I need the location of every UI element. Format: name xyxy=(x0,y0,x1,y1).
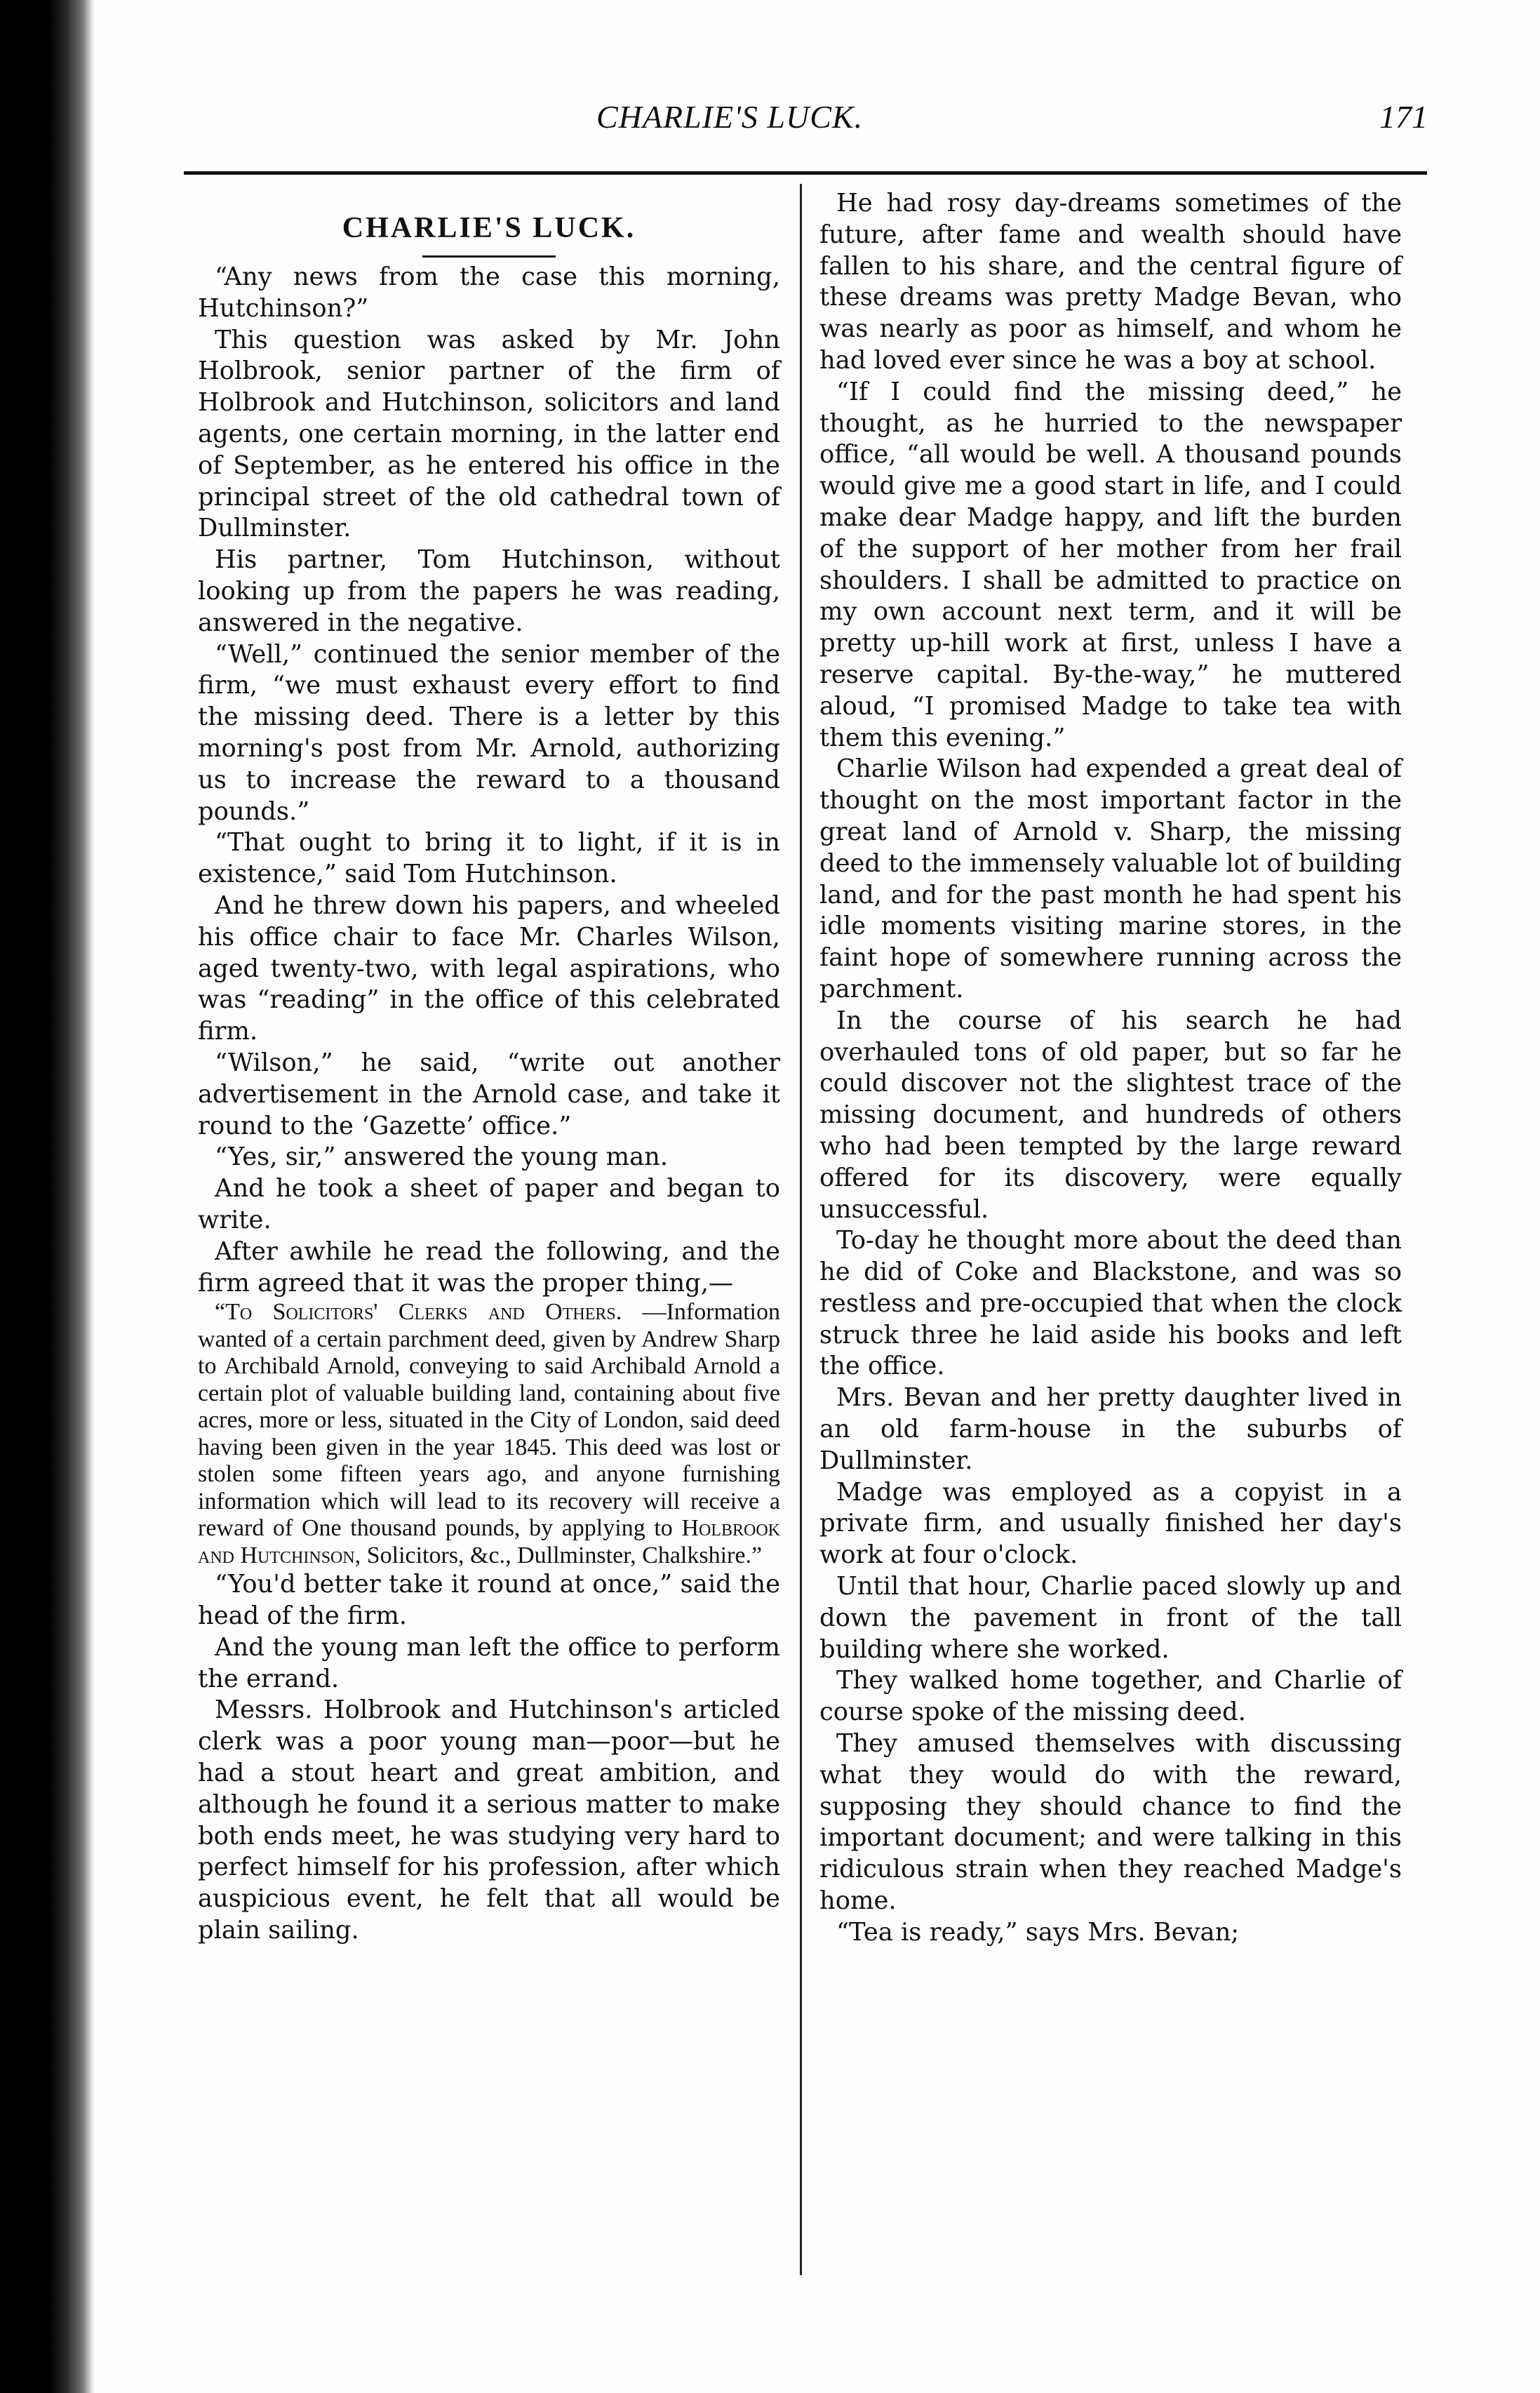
left-column xyxy=(198,188,780,1947)
story-title: CHARLIE'S LUCK. xyxy=(342,212,636,244)
paragraph: “Well,” continued the senior member of the firm, “we must exhaust every effort to find the missing deed. There is a letter by this morning's post from Mr. Arnold, authorizing us to increase the reward to a thousand pounds.” xyxy=(198,639,780,826)
paragraph: After awhile he read the following, and the firm agreed that it was the proper thing,— xyxy=(198,1237,780,1298)
advertisement-firm-name: Holbrook and Hutchinson, xyxy=(198,1515,781,1568)
header-rule xyxy=(184,171,1427,175)
page-number: 171 xyxy=(1379,99,1428,135)
paragraph: They amused themselves with discussing what they would do with the reward, supposing they should chance to find the important document; and were talking in this ridiculous strain when they reached Madge's home. xyxy=(819,1729,1402,1916)
title-rule xyxy=(422,255,556,258)
paragraph: And the young man left the office to perform the errand. xyxy=(198,1632,780,1693)
paragraph: To-day he thought more about the deed than he did of Coke and Blackstone, and was so restless and pre-occupied that when the clock struck three he laid aside his books and left the office. xyxy=(819,1226,1402,1381)
paragraph: “Yes, sir,” answered the young man. xyxy=(215,1142,669,1172)
paragraph: “Any news from the case this morning, Hutchinson?” xyxy=(198,262,780,323)
advertisement-text xyxy=(198,1299,780,1569)
paragraph: “Wilson,” he said, “write out another advertisement in the Arnold case, and take it round to the ‘Gazette’ office.” xyxy=(198,1048,780,1140)
paragraph: And he threw down his papers, and wheeled his office chair to face Mr. Charles Wilson, aged twenty-two, with legal aspirations, who was “reading” in the office of this celebrated firm. xyxy=(198,891,780,1046)
running-title: CHARLIE'S LUCK. xyxy=(596,99,864,135)
paragraph: He had rosy day-dreams sometimes of the future, after fame and wealth should have fallen to his share, and the central figure of these dreams was pretty Madge Bevan, who was nearly as poor as himself, and whom he had loved ever since he was a boy at school. xyxy=(819,189,1402,375)
running-header xyxy=(182,98,1428,154)
right-column xyxy=(819,188,1402,1949)
paragraph: Charlie Wilson had expended a great deal of thought on the most important factor in the great land of Arnold v. Sharp, the missing deed to the immensely valuable lot of building land, and for the past month he had spent his idle moments visiting marine stores, in the faint hope of somewhere running across the parchment. xyxy=(819,754,1402,1004)
paragraph: Messrs. Holbrook and Hutchinson's articled clerk was a poor young man—poor—but he had a stout heart and great ambition, and although he found it a serious matter to make both ends meet, he was studying very hard to perfect himself for his profession, after which auspicious event, he felt that all would be plain sailing. xyxy=(198,1695,780,1945)
advertisement-heading: “To Solicitors' Clerks and Others. xyxy=(215,1299,622,1326)
paragraph: This question was asked by Mr. John Holbrook, senior partner of the firm of Holbrook and Hutchinson, solicitors and land agents, one certain morning, in the latter end of September, as he entered his office in the principal street of the old cathedral town of Dullminster. xyxy=(198,325,780,543)
paragraph: Madge was employed as a copyist in a private firm, and usually finished her day's work at four o'clock. xyxy=(819,1477,1402,1570)
paragraph: Mrs. Bevan and her pretty daughter lived in an old farm-house in the suburbs of Dullminster. xyxy=(819,1383,1402,1475)
column-divider xyxy=(800,184,802,2275)
paragraph: His partner, Tom Hutchinson, without looking up from the papers he was reading, answered in the negative. xyxy=(198,545,780,637)
paragraph: Until that hour, Charlie paced slowly up and down the pavement in front of the tall building where she worked. xyxy=(819,1572,1402,1664)
paragraph: “If I could find the missing deed,” he thought, as he hurried to the newspaper office, “all would be well. A thousand pounds would give me a good start in life, and I could make dear Madge happy, and lift the burden of the support of her mother from her frail shoulders. I shall be admitted to practice on my own account next term, and it will be pretty up-hill work at first, unless I have a reserve capital. By-the-way,” he muttered aloud, “I promised Madge to take tea with them this evening.” xyxy=(819,377,1402,752)
paragraph: “Tea is ready,” says Mrs. Bevan; xyxy=(836,1917,1240,1947)
page-binding-edge xyxy=(0,0,95,2393)
paragraph: And he took a sheet of paper and began to write. xyxy=(198,1174,780,1234)
advertisement-closing: Solicitors, &c., Dullminster, Chalkshire.” xyxy=(366,1542,763,1568)
paragraph: “You'd better take it round at once,” said the head of the firm. xyxy=(198,1570,780,1631)
paragraph: “That ought to bring it to light, if it is in existence,” said Tom Hutchinson. xyxy=(198,828,780,889)
paragraph: In the course of his search he had overhauled tons of old paper, but so far he could discover not the slightest trace of the missing document, and hundreds of others who had been tempted by the large reward offered for its discovery, were equally unsuccessful. xyxy=(819,1006,1402,1224)
advertisement-body: —Information wanted of a certain parchment deed, given by Andrew Sharp to Archibald Arnold, conveying to said Archibald Arnold a certain plot of valuable building land, containing about five acres, more or less, situated in the City of London, said deed having been given in the year 1845. This deed was lost or stolen some fifteen years ago, and anyone furnishing information which will lead to its recovery will receive a reward of One thousand pounds, by applying to xyxy=(198,1299,780,1542)
paragraph: They walked home together, and Charlie of course spoke of the missing deed. xyxy=(819,1666,1402,1727)
